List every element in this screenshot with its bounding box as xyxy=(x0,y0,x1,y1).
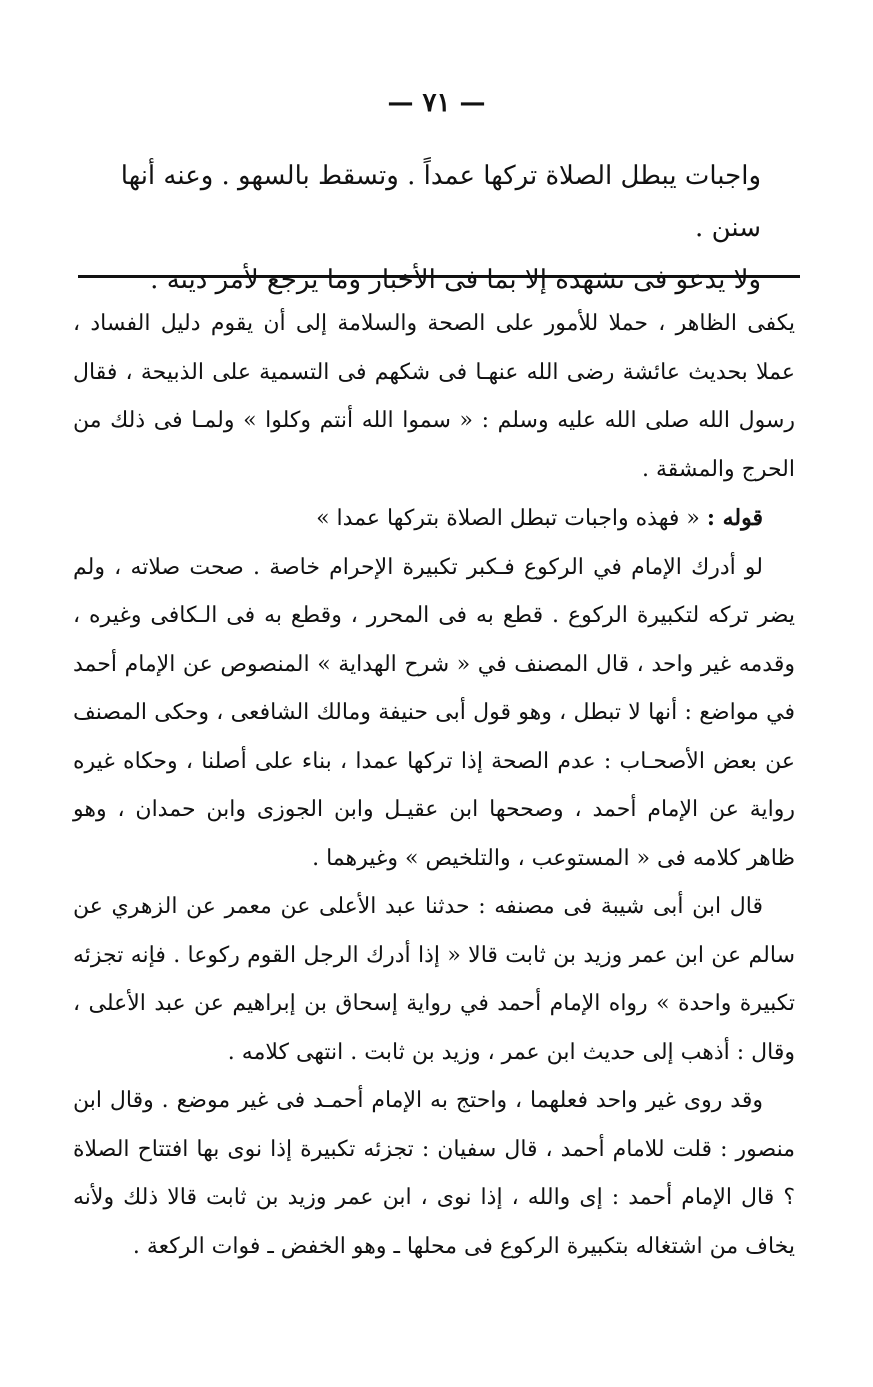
commentary-heading xyxy=(73,494,795,544)
matn-text xyxy=(101,150,761,306)
commentary-paragraph-3: قال ابن أبى شيبة فى مصنفه : حدثنا عبد الأعلى عن معمر عن الزهري عن سالم عن ابن عمر وزيد بن ثابت قالا « إذا أدرك الرجل القوم ركوعا . فإنه تجزئه تكبيرة واحدة » رواه الإمام أحمد في رواية إسحاق بن إبراهيم عن عبد الأعلى ، وقال : أذهب إلى حديث ابن عمر ، وزيد بن ثابت . انتهى كلامه . xyxy=(73,894,795,1065)
commentary-text xyxy=(73,300,795,1271)
commentary-paragraph-1: يكفى الظاهر ، حملا للأمور على الصحة والسلامة إلى أن يقوم دليل الفساد ، عملا بحديث عائشة رضى الله عنهـا فى شكهم فى التسمية على الذبيحة ، فقال رسول الله صلى الله عليه وسلم : « سموا الله أنتم وكلوا » ولمـا فى ذلك من الحرج والمشقة . xyxy=(73,311,795,482)
quoted-matn: « فهذه واجبات تبطل الصلاة بتركها عمدا » xyxy=(316,506,700,531)
matn-line-1: واجبات يبطل الصلاة تركها عمداً . وتسقط بالسهو . وعنه أنها سنن . xyxy=(120,161,761,243)
commentary-paragraph-4: وقد روى غير واحد فعلهما ، واحتج به الإمام أحمـد فى غير موضع . وقال ابن منصور : قلت للامام أحمد ، قال سفيان : تجزئه تكبيرة إذا نوى بها افتتاح الصلاة ؟ قال الإمام أحمد : إى والله ، إذا نوى ، ابن عمر وزيد بن ثابت قالا ذلك ولأنه يخاف من اشتغاله بتكبيرة الركوع فى محلها ـ وهو الخفض ـ فوات الركعة . xyxy=(73,1088,795,1259)
qawluhu-label: قوله : xyxy=(706,505,763,531)
separator-rule xyxy=(78,275,800,278)
commentary-paragraph-2: لو أدرك الإمام في الركوع فـكبر تكبيرة الإحرام خاصة . صحت صلاته ، ولم يضر تركه لتكبيرة الركوع . قطع به فى المحرر ، وقطع به فى الـكافى وغيره ، وقدمه غير واحد ، قال المصنف في « شرح الهداية » المنصوص عن الإمام أحمد في مواضع : أنها لا تبطل ، وهو قول أبى حنيفة ومالك الشافعى ، وحكى المصنف عن بعض الأصحـاب : عدم الصحة إذا تركها عمدا ، بناء على أصلنا ، وحكاه غيره رواية عن الإمام أحمد ، وصححها ابن عقيـل وابن الجوزى وابن حمدان ، وهو ظاهر كلامه فى « المستوعب ، والتلخيص » وغيرهما . xyxy=(73,554,795,871)
matn-line-2: ولا يدعو فى تشهده إلا بما فى الأخبار وما يرجع لأمر دينه . xyxy=(150,265,761,295)
page-number: — ٧١ — xyxy=(387,88,486,118)
